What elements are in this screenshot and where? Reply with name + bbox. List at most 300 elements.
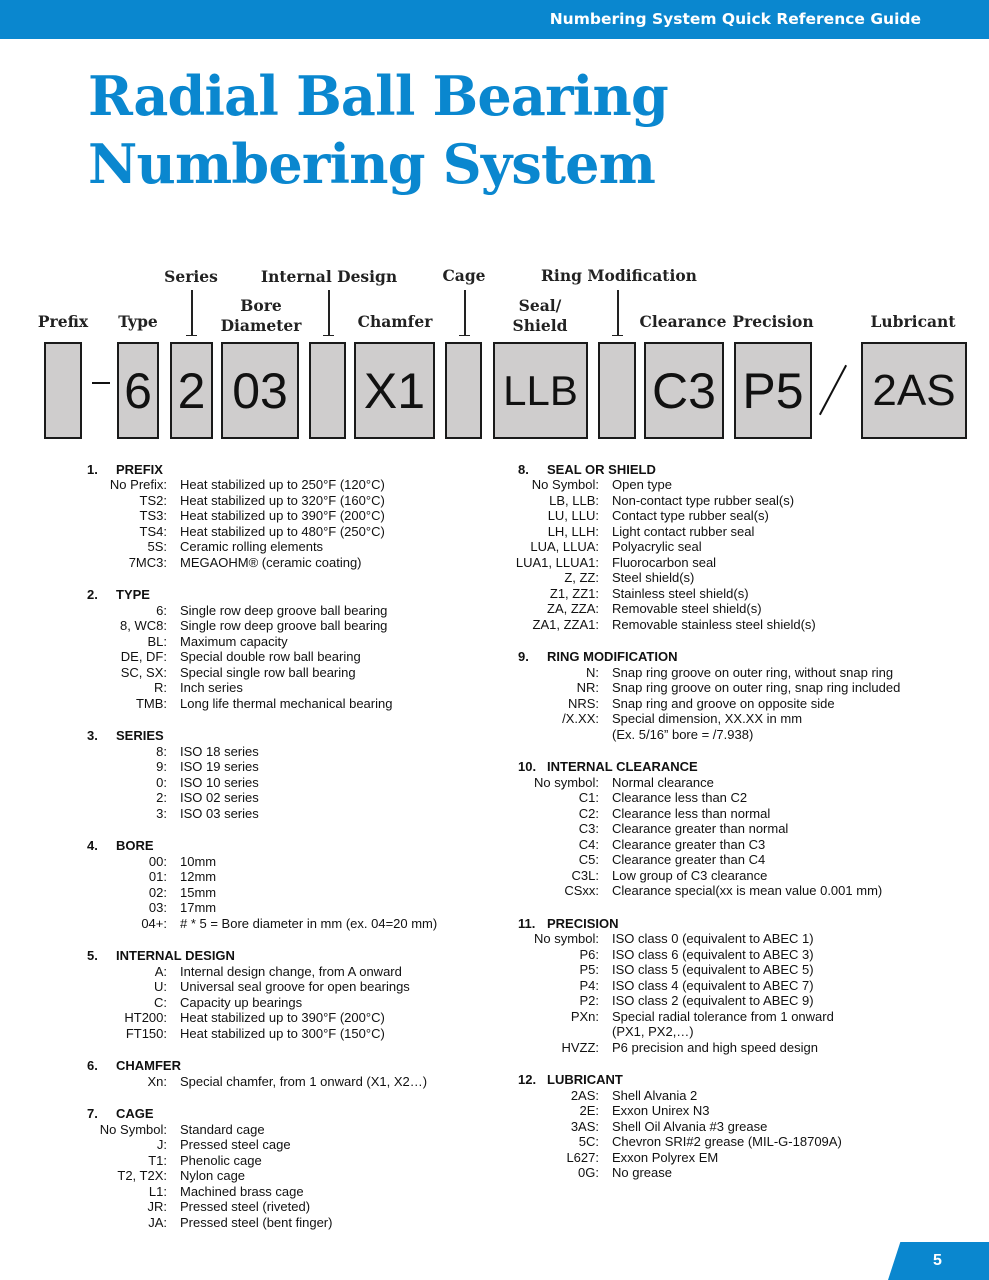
list-item: [84, 1215, 504, 1231]
item-description: Shell Alvania 2: [612, 1087, 698, 1103]
section-number: 10.: [518, 759, 537, 774]
section-number: 5.: [87, 948, 98, 963]
list-item: [515, 790, 935, 806]
prefix-box: [44, 342, 82, 439]
list-item: [84, 790, 504, 806]
list-item: [515, 508, 935, 524]
item-code: C1:: [578, 790, 599, 805]
item-code: HVZZ:: [561, 1039, 599, 1055]
item-code: C3L:: [571, 867, 599, 883]
list-item: [515, 570, 935, 586]
list-item: [84, 869, 504, 885]
item-description: Heat stabilized up to 480°F (250°C): [180, 523, 385, 539]
item-code: LUA, LLUA:: [530, 539, 599, 554]
list-item: [515, 1103, 935, 1119]
list-item: [515, 931, 935, 947]
item-description: Maximum capacity: [180, 633, 288, 649]
item-description: Machined brass cage: [180, 1183, 304, 1199]
item-code: N:: [586, 664, 599, 680]
item-description: (PX1, PX2,…): [612, 1024, 694, 1039]
list-item: [515, 493, 935, 509]
item-description: Single row deep groove ball bearing: [180, 618, 388, 633]
section-number: 4.: [87, 838, 98, 853]
item-code: C5:: [578, 852, 599, 867]
item-code: Xn:: [147, 1073, 167, 1089]
page-title-line-1: Radial Ball Bearing: [88, 64, 668, 128]
label-bore-diameter: [221, 296, 302, 336]
separator-dash: [92, 382, 110, 384]
series-pointer: [191, 290, 193, 336]
item-code: Z, ZZ:: [564, 570, 599, 585]
section-title: CHAMFER: [116, 1058, 181, 1073]
section-heading: [84, 1105, 504, 1122]
section-heading: [84, 947, 504, 964]
section-title: PRECISION: [547, 915, 619, 931]
item-code: /X.XX:: [562, 711, 599, 726]
item-code: BL:: [147, 633, 167, 649]
section-title: SERIES: [116, 728, 164, 743]
list-item: [515, 806, 935, 822]
list-item: [515, 993, 935, 1009]
item-description: Polyacrylic seal: [612, 539, 702, 554]
item-code: NRS:: [567, 695, 599, 711]
list-item: [84, 964, 504, 980]
list-item: [84, 885, 504, 901]
item-description: Clearance greater than C3: [612, 836, 766, 852]
chamfer-box: X1: [354, 342, 435, 439]
list-item: [84, 493, 504, 509]
list-item: [84, 900, 504, 916]
section-heading: [515, 758, 935, 775]
item-code: NR:: [576, 680, 599, 695]
item-code: L627:: [566, 1149, 599, 1165]
clearance-box: C3: [644, 342, 724, 439]
item-description: ISO class 4 (equivalent to ABEC 7): [612, 977, 814, 993]
item-code: 01:: [148, 869, 167, 884]
left-column: [84, 460, 504, 1246]
item-description: Shell Oil Alvania #3 grease: [612, 1118, 768, 1134]
item-description: 12mm: [180, 869, 217, 884]
seal-shield-box: LLB: [493, 342, 588, 439]
item-description: Normal clearance: [612, 774, 714, 790]
separator-slash: [819, 365, 847, 415]
list-item: [84, 634, 504, 650]
label-bore-line-2: Diameter: [220, 316, 302, 335]
section: [84, 460, 504, 570]
label-seal-shield: [513, 296, 568, 336]
item-code: No symbol:: [533, 931, 599, 946]
label-seal-line-2: Shield: [512, 316, 568, 335]
list-item: [84, 1199, 504, 1215]
item-description: Special radial tolerance from 1 onward: [612, 1008, 834, 1024]
item-description: Pressed steel (bent finger): [180, 1214, 333, 1230]
list-item: [84, 1074, 504, 1090]
list-item: [515, 1088, 935, 1104]
item-code: 00:: [148, 853, 167, 869]
cage-pointer: [464, 290, 466, 336]
item-description: Internal design change, from A onward: [180, 963, 402, 979]
section: [84, 947, 504, 1042]
label-precision: Precision: [732, 312, 814, 331]
label-type: Type: [118, 312, 158, 331]
list-item: [84, 649, 504, 665]
section-title: BORE: [116, 838, 154, 853]
list-item: [515, 524, 935, 540]
item-code: No Prefix:: [109, 477, 167, 492]
item-code: 8:: [156, 743, 167, 759]
list-item: [515, 1119, 935, 1135]
list-item: [84, 759, 504, 775]
item-description: Stainless steel shield(s): [612, 585, 749, 601]
item-code: 0G:: [578, 1165, 599, 1180]
list-item: [515, 852, 935, 868]
ring-modification-box: [598, 342, 636, 439]
item-description: Snap ring and groove on opposite side: [612, 695, 835, 711]
label-lubricant: Lubricant: [870, 312, 956, 331]
item-description: Special single row ball bearing: [180, 664, 356, 680]
item-code: 5S:: [147, 539, 167, 554]
item-code: P4:: [579, 977, 599, 993]
section-heading: [84, 460, 504, 477]
item-code: 2E:: [579, 1103, 599, 1118]
list-item: [84, 1168, 504, 1184]
item-code: 3AS:: [570, 1118, 599, 1134]
item-code: J:: [156, 1137, 167, 1152]
item-description: Clearance less than C2: [612, 790, 748, 805]
item-description: 10mm: [180, 853, 217, 869]
item-code: TS4:: [139, 523, 167, 539]
label-bore-line-1: Bore: [240, 296, 282, 315]
section-title: PREFIX: [116, 461, 163, 477]
item-code: R:: [154, 680, 167, 695]
item-description: Clearance less than normal: [612, 805, 771, 821]
item-description: MEGAOHM® (ceramic coating): [180, 554, 362, 570]
section: [84, 837, 504, 932]
ring-modification-pointer: [617, 290, 619, 336]
list-item: [84, 555, 504, 571]
list-item: [515, 711, 935, 727]
item-description: Removable stainless steel shield(s): [612, 616, 816, 632]
item-code: 0:: [156, 774, 167, 790]
list-item: [515, 586, 935, 602]
item-description: Fluorocarbon seal: [612, 554, 717, 570]
section-heading: [84, 727, 504, 744]
item-description: Special dimension, XX.XX in mm: [612, 711, 803, 726]
item-code: CSxx:: [564, 883, 599, 898]
section-number: 8.: [518, 461, 529, 477]
label-series: Series: [164, 267, 218, 286]
section: [515, 460, 935, 632]
section: [515, 914, 935, 1055]
list-item: [84, 979, 504, 995]
list-item: [84, 618, 504, 634]
item-description: Exxon Polyrex EM: [612, 1149, 719, 1165]
list-item: [84, 1122, 504, 1138]
item-description: Non-contact type rubber seal(s): [612, 492, 795, 508]
item-description: 15mm: [180, 884, 217, 900]
item-code: U:: [154, 979, 167, 994]
label-internal-design: Internal Design: [260, 267, 398, 286]
list-item: [84, 680, 504, 696]
item-description: Universal seal groove for open bearings: [180, 979, 410, 994]
section-number: 2.: [87, 587, 98, 602]
list-item: [84, 603, 504, 619]
list-item: [84, 524, 504, 540]
item-description: Exxon Unirex N3: [612, 1103, 710, 1118]
list-item: [515, 696, 935, 712]
item-code: HT200:: [124, 1010, 167, 1025]
list-item: [84, 1184, 504, 1200]
list-item: [515, 617, 935, 633]
item-code: [515, 1024, 612, 1040]
item-description: Heat stabilized up to 250°F (120°C): [180, 477, 385, 492]
item-code: P5:: [579, 962, 599, 977]
item-code: C3:: [578, 821, 599, 836]
item-description: Clearance greater than C4: [612, 852, 766, 867]
section-heading: [84, 837, 504, 854]
item-code: No Symbol:: [531, 477, 599, 492]
section-heading: [515, 914, 935, 931]
list-item: [515, 1024, 935, 1040]
list-item: [515, 1134, 935, 1150]
bore-box: 03: [221, 342, 299, 439]
list-item: [515, 775, 935, 791]
item-code: No symbol:: [533, 774, 599, 790]
item-description: Chevron SRI#2 grease (MIL-G-18709A): [612, 1134, 842, 1149]
item-description: Heat stabilized up to 300°F (150°C): [180, 1025, 385, 1041]
item-code: 9:: [156, 759, 167, 774]
item-code: P6:: [579, 946, 599, 962]
section: [84, 727, 504, 822]
item-description: ISO class 0 (equivalent to ABEC 1): [612, 931, 814, 946]
item-description: Special double row ball bearing: [180, 649, 361, 664]
list-item: [84, 477, 504, 493]
item-code: DE, DF:: [120, 649, 167, 664]
precision-box: P5: [734, 342, 812, 439]
page-title: [88, 62, 668, 198]
section-heading: [515, 648, 935, 665]
item-code: 6:: [156, 602, 167, 618]
item-description: Phenolic cage: [180, 1152, 262, 1168]
item-description: ISO 10 series: [180, 774, 259, 790]
section-number: 6.: [87, 1058, 98, 1073]
list-item: [515, 947, 935, 963]
right-column: [515, 460, 935, 1196]
section-number: 11.: [518, 915, 536, 931]
item-code: No Symbol:: [99, 1121, 167, 1137]
item-code: 02:: [148, 884, 167, 900]
page-number: 5: [933, 1252, 942, 1269]
item-description: Heat stabilized up to 390°F (200°C): [180, 508, 385, 523]
item-description: Long life thermal mechanical bearing: [180, 695, 393, 711]
list-item: [515, 837, 935, 853]
section: [84, 586, 504, 712]
series-box: 2: [170, 342, 213, 439]
section-number: 9.: [518, 649, 529, 664]
item-code: 2AS:: [570, 1087, 599, 1103]
list-item: [84, 806, 504, 822]
list-item: [84, 1010, 504, 1026]
label-clearance: Clearance: [639, 312, 727, 331]
label-prefix: Prefix: [37, 312, 89, 331]
item-description: Low group of C3 clearance: [612, 867, 768, 883]
item-code: JA:: [148, 1214, 167, 1230]
item-code: 8, WC8:: [120, 618, 167, 633]
section: [515, 758, 935, 899]
list-item: [515, 962, 935, 978]
list-item: [515, 868, 935, 884]
section: [84, 1057, 504, 1090]
section-heading: [84, 1057, 504, 1074]
item-description: Heat stabilized up to 390°F (200°C): [180, 1010, 385, 1025]
item-description: Removable steel shield(s): [612, 601, 762, 616]
item-code: LUA1, LLUA1:: [515, 554, 599, 570]
list-item: [515, 680, 935, 696]
list-item: [515, 477, 935, 493]
section-number: 7.: [87, 1106, 98, 1121]
item-code: C4:: [578, 836, 599, 852]
list-item: [84, 696, 504, 712]
item-description: Inch series: [180, 680, 243, 695]
section-number: 1.: [87, 461, 98, 477]
list-item: [84, 1153, 504, 1169]
section: [84, 1105, 504, 1231]
item-code: TS2:: [139, 492, 167, 508]
cage-box: [445, 342, 482, 439]
item-description: (Ex. 5/16” bore = /7.938): [612, 726, 754, 742]
item-code: T2, T2X:: [117, 1168, 167, 1183]
list-item: [84, 508, 504, 524]
section-title: CAGE: [116, 1106, 154, 1121]
list-item: [515, 555, 935, 571]
item-description: ISO class 2 (equivalent to ABEC 9): [612, 993, 814, 1008]
item-code: FT150:: [125, 1025, 167, 1041]
item-code: T1:: [148, 1152, 167, 1168]
item-description: Capacity up bearings: [180, 994, 303, 1010]
item-description: No grease: [612, 1165, 672, 1180]
item-code: A:: [154, 963, 167, 979]
item-description: Steel shield(s): [612, 570, 695, 585]
item-description: Heat stabilized up to 320°F (160°C): [180, 492, 385, 508]
section-title: INTERNAL DESIGN: [116, 948, 235, 963]
item-code: 03:: [148, 900, 167, 915]
item-code: ZA, ZZA:: [547, 601, 599, 616]
item-description: P6 precision and high speed design: [612, 1039, 818, 1055]
item-description: Snap ring groove on outer ring, snap ring included: [612, 680, 901, 695]
label-ring-modification: Ring Modification: [541, 266, 697, 285]
item-code: LU, LLU:: [547, 508, 599, 523]
list-item: [515, 883, 935, 899]
item-description: Snap ring groove on outer ring, without snap ring: [612, 664, 894, 680]
section-number: 12.: [518, 1072, 537, 1087]
list-item: [84, 539, 504, 555]
section-title: INTERNAL CLEARANCE: [547, 759, 698, 774]
item-description: 17mm: [180, 900, 217, 915]
section-title: LUBRICANT: [547, 1072, 623, 1087]
list-item: [84, 775, 504, 791]
section-title: SEAL OR SHIELD: [547, 461, 656, 477]
item-code: 3:: [156, 805, 167, 821]
list-item: [515, 1040, 935, 1056]
item-description: Contact type rubber seal(s): [612, 508, 769, 523]
header-title: Numbering System Quick Reference Guide: [549, 10, 921, 28]
item-description: Pressed steel cage: [180, 1137, 291, 1152]
item-code: ZA1, ZZA1:: [532, 616, 599, 632]
list-item: [84, 916, 504, 932]
item-code: TMB:: [135, 695, 167, 711]
item-code: 7MC3:: [128, 554, 167, 570]
item-description: # * 5 = Bore diameter in mm (ex. 04=20 mm): [180, 915, 438, 931]
list-item: [515, 821, 935, 837]
type-box: 6: [117, 342, 159, 439]
item-description: ISO 03 series: [180, 805, 259, 821]
item-code: TS3:: [139, 508, 167, 523]
list-item: [84, 854, 504, 870]
list-item: [515, 1165, 935, 1181]
label-chamfer: Chamfer: [357, 312, 433, 331]
lubricant-box: 2AS: [861, 342, 967, 439]
section: [515, 1071, 935, 1181]
list-item: [515, 665, 935, 681]
item-code: [515, 727, 612, 743]
item-description: ISO class 5 (equivalent to ABEC 5): [612, 962, 814, 977]
item-description: ISO class 6 (equivalent to ABEC 3): [612, 946, 814, 962]
list-item: [84, 665, 504, 681]
item-code: PXn:: [570, 1008, 599, 1024]
item-description: Nylon cage: [180, 1168, 246, 1183]
item-code: Z1, ZZ1:: [549, 585, 599, 601]
item-code: LB, LLB:: [549, 492, 599, 508]
item-code: 04+:: [141, 915, 167, 931]
item-code: JR:: [147, 1199, 167, 1214]
page-title-line-2: Numbering System: [88, 132, 656, 196]
list-item: [515, 727, 935, 743]
item-description: Ceramic rolling elements: [180, 539, 324, 554]
section-heading: [515, 460, 935, 477]
list-item: [84, 1137, 504, 1153]
item-description: Pressed steel (riveted): [180, 1199, 311, 1214]
list-item: [515, 601, 935, 617]
header-bar: [0, 0, 989, 39]
item-description: Clearance special(xx is mean value 0.001 mm): [612, 883, 883, 898]
item-code: 5C:: [578, 1134, 599, 1149]
list-item: [84, 1026, 504, 1042]
list-item: [515, 1150, 935, 1166]
item-description: Standard cage: [180, 1121, 265, 1137]
section-heading: [84, 586, 504, 603]
item-description: Open type: [612, 477, 672, 492]
item-description: Special chamfer, from 1 onward (X1, X2…): [180, 1073, 428, 1089]
list-item: [515, 1009, 935, 1025]
section-number: 3.: [87, 728, 98, 743]
item-code: L1:: [148, 1183, 167, 1199]
internal-design-pointer: [328, 290, 330, 336]
item-description: Single row deep groove ball bearing: [180, 602, 388, 618]
list-item: [84, 744, 504, 760]
item-description: ISO 18 series: [180, 743, 259, 759]
item-description: Clearance greater than normal: [612, 821, 789, 836]
item-code: 2:: [156, 790, 167, 805]
section-title: RING MODIFICATION: [547, 649, 678, 664]
section-title: TYPE: [116, 587, 150, 602]
list-item: [84, 995, 504, 1011]
internal-design-box: [309, 342, 346, 439]
item-description: Light contact rubber seal: [612, 523, 755, 539]
item-code: C2:: [578, 805, 599, 821]
item-code: P2:: [579, 993, 599, 1008]
item-code: C:: [154, 994, 167, 1010]
list-item: [515, 539, 935, 555]
